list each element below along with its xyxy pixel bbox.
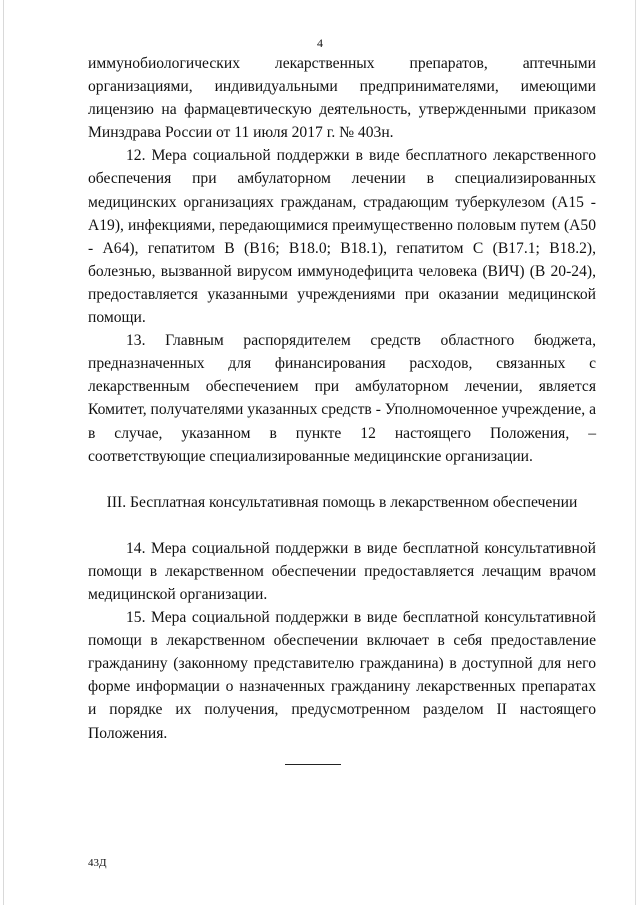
scan-edge-left [3,0,4,905]
page-number: 4 [317,36,323,50]
footer-code: 43Д [88,857,107,869]
paragraph-item-12: 12. Мера социальной поддержки в виде бесплатного лекарственного обеспечения при амбулаторном лечении в специализированных медицинских организациях гражданам, страдающим туберкулезом (А15 - А19), инфекциями, передающимися преимущественно половым путем (А50 - А64), гепатитом В (В16; В18.0; В18.1), гепатитом С (В17.1; В18.2), болезнью, вызванной вирусом иммунодефицита человека (ВИЧ) (В 20-24), предоставляется указанными учреждениями при оказании медицинской помощи. [88,147,596,327]
scan-edge-right [635,0,636,905]
end-divider [285,764,341,765]
document-body [88,52,596,745]
paragraph-item-14: 14. Мера социальной поддержки в виде бесплатной консультативной помощи в лекарственном обеспечении предоставляется лечащим врачом медицинской организации. [88,539,596,603]
paragraph-item-13: 13. Главным распорядителем средств областного бюджета, предназначенных для финансирования расходов, связанных с лекарственным обеспечением при амбулаторном лечении, является Комитет, получателями указанных средств - Уполномоченное учреждение, а в случае, указанном в пункте 12 настоящего Положения, – соответствующие специализированные медицинские организации. [88,332,596,465]
paragraph-item-15: 15. Мера социальной поддержки в виде бесплатной консультативной помощи в лекарственном обеспечении включает в себя предоставление гражданину (законному представителю гражданина) в доступной для него форме информации о назначенных гражданину лекарственных препаратах и порядке их получения, предусмотренном разделом II настоящего Положения. [88,609,596,742]
section-heading: III. Бесплатная консультативная помощь в лекарственном обеспечении [106,493,578,511]
paragraph-continuation: иммунобиологических лекарственных препаратов, аптечными организациями, индивидуальными предпринимателями, имеющими лицензию на фармацевтическую деятельность, утвержденными приказом Минздрава России от 11 июля 2017 г. № 403н. [88,55,596,142]
